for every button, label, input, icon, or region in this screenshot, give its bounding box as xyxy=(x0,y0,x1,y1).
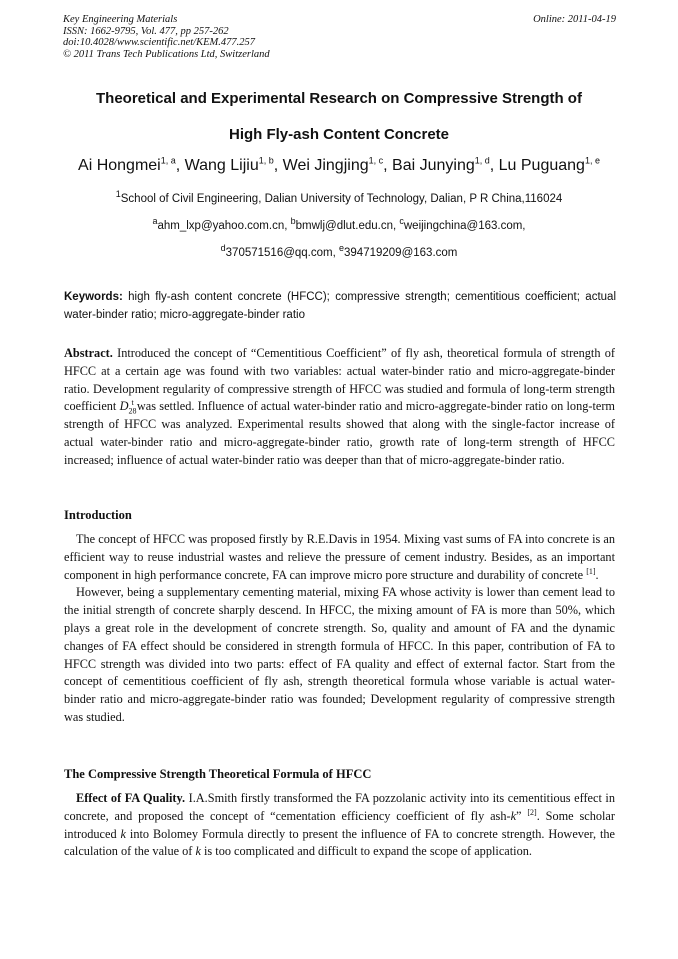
author-sup: 1, e xyxy=(584,155,600,166)
author-sup: 1, c xyxy=(368,155,384,166)
email-sup: a xyxy=(152,216,158,227)
section-heading-introduction: Introduction xyxy=(64,508,132,522)
paragraph: However, being a supplementary cementing material, mixing FA whose activity is lower than cement lead to the initial strength of concrete sharply descend. In HFCC, the mixing amount of FA is more than 50%, which plays a great role in the development of concrete strength. So, quality and amount of FA and the dynamic changes of FA effect should be considered in strength formula of HFCC. In this paper, contribution of FA to HFCC strength was divided into two parts: effect of FA quality and effect of external factor. Start from the concept of cementitious coefficient of fly ash, strength theoretical formula whose variable is actual water-binder ratio and micro-aggregate-binder ratio was founded; Development regularity of compressive strength was studied. xyxy=(64,585,615,724)
keywords-label: Keywords: xyxy=(64,291,123,303)
paragraph xyxy=(64,790,615,861)
math-symbol: k xyxy=(510,808,517,823)
email-link[interactable]: ahm_lxp@yahoo.com.cn, xyxy=(157,220,291,232)
paragraph-text: I.A.Smith firstly transformed the FA pozzolanic activity into its cementitious effect in concrete, and proposed the concept of “cementation efficiency coefficient of fly ash- xyxy=(64,791,615,823)
paragraph xyxy=(64,531,615,584)
subsection-label: Effect of FA Quality. xyxy=(76,791,186,805)
email-line-1 xyxy=(30,216,648,232)
paragraph-text: The concept of HFCC was proposed firstly by R.E.Davis in 1954. Mixing vast sums of FA into concrete is an efficient way to reuse industrial wastes and relieve the pressure of cement industry. Besides, as an important component in high performance concrete, FA can improve micro pore structure and durability of concrete xyxy=(64,532,615,582)
email-sup: e xyxy=(339,243,345,254)
affiliation-text: School of Civil Engineering, Dalian University of Technology, Dalian, P R China,116024 xyxy=(120,193,563,205)
citation[interactable]: [2] xyxy=(527,807,537,817)
math-symbol: k xyxy=(195,844,201,859)
author-sup: 1, b xyxy=(258,155,274,166)
email-link[interactable]: 394719209@163.com xyxy=(344,247,458,259)
email-sup: b xyxy=(290,216,296,227)
paper-title-line-1: Theoretical and Experimental Research on Compressive Strength of xyxy=(96,90,582,107)
math-subscript: 28 xyxy=(128,406,137,416)
keywords xyxy=(64,289,616,324)
author-name: Wang Lijiu xyxy=(184,157,259,174)
abstract-label: Abstract. xyxy=(64,346,113,360)
keywords-text: high fly-ash content concrete (HFCC); compressive strength; cementitious coefficient; actual water-binder ratio; micro-aggregate-binder ratio xyxy=(64,291,616,321)
email-sup: c xyxy=(399,216,404,227)
theory-body xyxy=(64,790,615,861)
issn-line: ISSN: 1662-9795, Vol. 477, pp 257-262 xyxy=(63,25,229,37)
email-link[interactable]: weijingchina@163.com, xyxy=(403,220,526,232)
citation[interactable]: [1] xyxy=(586,566,596,576)
journal-header xyxy=(63,14,616,60)
author-name: Lu Puguang xyxy=(498,157,585,174)
doi-line: doi:10.4028/www.scientific.net/KEM.477.257 xyxy=(63,37,255,48)
paragraph-text: is too complicated and difficult to expand the scope of application. xyxy=(200,844,532,859)
math-symbol: k xyxy=(120,826,126,841)
math-symbol: D xyxy=(119,399,129,414)
abstract xyxy=(64,345,615,470)
paragraph-text: . xyxy=(595,567,599,582)
paper-title-line-2: High Fly-ash Content Concrete xyxy=(228,126,449,143)
affiliation-sup: 1 xyxy=(115,189,121,200)
author-name: Wei Jingjing xyxy=(282,157,369,174)
author-name: Bai Junying xyxy=(392,157,475,174)
journal-name: Key Engineering Materials xyxy=(63,14,178,25)
author-sup: 1, d xyxy=(474,155,490,166)
online-date: Online: 2011-04-19 xyxy=(533,14,616,25)
author-name: Ai Hongmei xyxy=(78,157,161,174)
copyright-line: © 2011 Trans Tech Publications Ltd, Switzerland xyxy=(63,48,270,60)
paragraph-text: ” xyxy=(516,808,528,823)
paragraph-text: . Some scholar introduced xyxy=(64,808,615,841)
abstract-text: Introduced the concept of “Cementitious Coefficient” of fly ash, theoretical formula of strength of HFCC at a certain age was found with two variables: actual water-binder ratio and micro-aggregate-binder ratio. Development regularity of compressive strength of HFCC was studied and formula of long-term strength coefficient xyxy=(64,346,615,414)
author-list: Ai Hongmei$^{1, a}$, Wang Lijiu$^{1, b}$, Wei Jingjing$^{1, c}$, Bai Junying$^{1, d}$, Lu Puguang$^{1, e}$ xyxy=(78,155,600,174)
email-sup: d xyxy=(220,243,226,254)
paragraph-text: into Bolomey Formula directly to present the influence of FA to concrete strength. However, the calculation of the value of xyxy=(64,826,615,859)
email-link[interactable]: 370571516@qq.com, xyxy=(225,247,339,259)
email-line-2 xyxy=(30,243,648,259)
author-sup: 1, a xyxy=(160,155,176,166)
email-link[interactable]: bmwlj@dlut.edu.cn, xyxy=(295,220,400,232)
introduction-body xyxy=(64,531,615,727)
section-heading-theory: The Compressive Strength Theoretical Formula of HFCC xyxy=(64,767,372,781)
affiliation xyxy=(30,189,648,205)
math-superscript: t xyxy=(131,398,134,408)
abstract-text: was settled. Influence of actual water-binder ratio and micro-aggregate-binder ratio on long-term strength of HFCC was analyzed. Experimental results showed that along with the single-factor increase of actual water-binder ratio and micro-aggregate-binder ratio, growth rate of long-term strength of HFCC increased; influence of actual water-binder ratio was deeper than that of micro-aggregate-binder ratio. xyxy=(64,399,615,467)
